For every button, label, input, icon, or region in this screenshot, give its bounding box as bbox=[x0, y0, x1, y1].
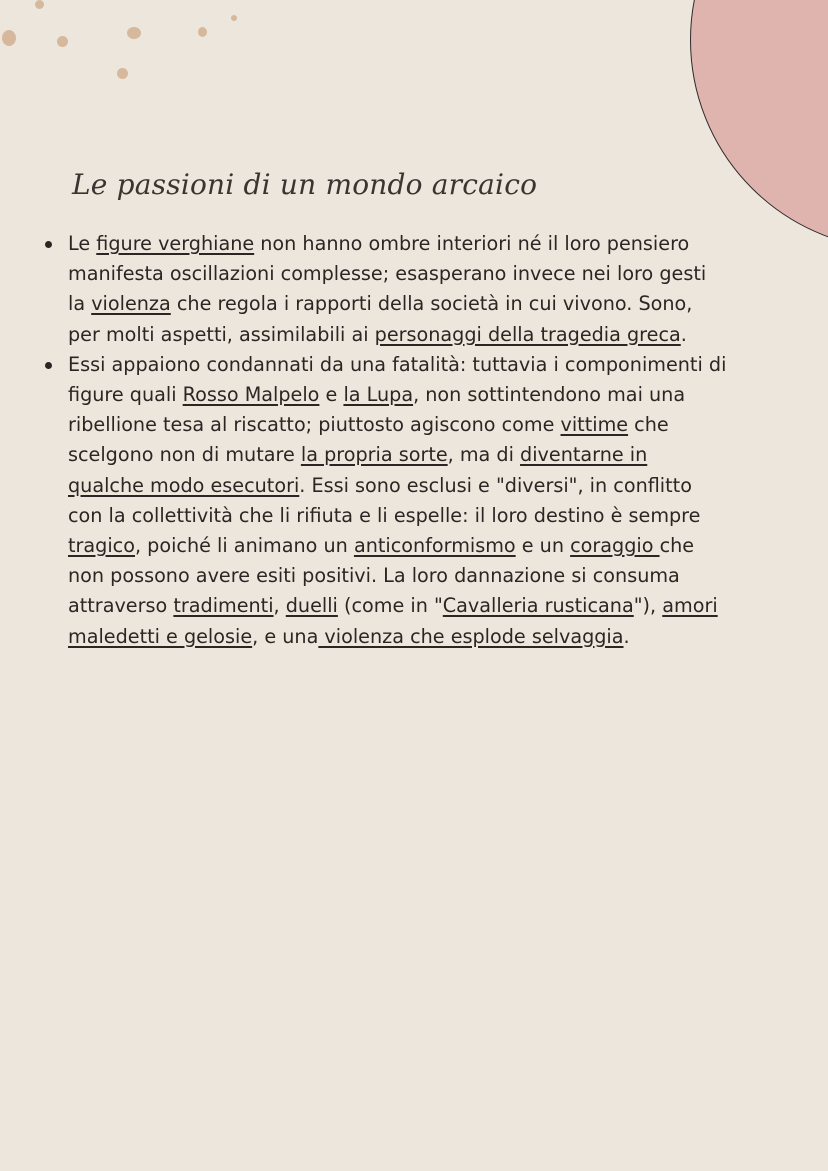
text-line bbox=[68, 503, 700, 529]
text-fragment: non hanno ombre interiori né il loro pensiero bbox=[254, 232, 690, 255]
text-line bbox=[68, 442, 647, 468]
text-fragment: la bbox=[68, 292, 92, 316]
text-line bbox=[68, 291, 692, 317]
underlined-phrase: amori bbox=[662, 594, 718, 618]
text-fragment: . bbox=[680, 322, 687, 346]
text-fragment: che bbox=[659, 533, 695, 557]
decorative-dot bbox=[117, 68, 128, 79]
text-fragment: per molti aspetti, assimilabili ai bbox=[68, 322, 375, 346]
decorative-dot bbox=[57, 36, 68, 47]
text-fragment: , poiché li animano un bbox=[134, 533, 354, 557]
underlined-phrase: qualche modo esecutori bbox=[68, 473, 300, 497]
underlined-phrase: personaggi della tragedia greca bbox=[374, 322, 681, 346]
text-line bbox=[68, 352, 726, 378]
text-fragment: attraverso bbox=[68, 594, 174, 618]
text-line bbox=[68, 533, 694, 559]
text-line bbox=[68, 231, 689, 257]
underlined-phrase: la propria sorte bbox=[300, 443, 448, 467]
text-line bbox=[68, 473, 692, 499]
underlined-phrase: violenza bbox=[91, 292, 171, 316]
underlined-phrase: figure verghiane bbox=[96, 232, 255, 255]
text-fragment: scelgono non di mutare bbox=[68, 443, 301, 467]
text-line bbox=[68, 322, 687, 348]
decorative-dot bbox=[198, 27, 207, 37]
text-fragment: Essi appaiono condannati da una fatalità: tuttavia i componimenti di bbox=[68, 352, 727, 376]
text-line bbox=[68, 261, 706, 287]
underlined-phrase: vittime bbox=[560, 413, 629, 437]
text-fragment: , ma di bbox=[447, 443, 521, 467]
text-line bbox=[68, 624, 630, 650]
text-fragment: e bbox=[319, 382, 344, 406]
underlined-phrase: duelli bbox=[285, 594, 338, 618]
underlined-phrase: Rosso Malpelo bbox=[182, 382, 320, 406]
decorative-dot bbox=[35, 0, 44, 9]
text-fragment: non possono avere esiti positivi. La loro dannazione si consuma bbox=[68, 564, 680, 588]
decorative-pink-circle bbox=[690, 0, 828, 250]
text-fragment: che regola i rapporti della società in cui vivono. Sono, bbox=[170, 292, 693, 316]
text-fragment: figure quali bbox=[68, 382, 183, 406]
text-fragment: , bbox=[273, 594, 286, 618]
text-fragment: Le bbox=[68, 232, 97, 255]
decorative-dot bbox=[127, 27, 141, 39]
underlined-phrase: tradimenti bbox=[173, 594, 274, 618]
underlined-phrase: diventarne in bbox=[520, 443, 648, 467]
text-line bbox=[68, 382, 685, 408]
text-fragment: . Essi sono esclusi e "diversi", in conflitto bbox=[299, 473, 692, 497]
text-fragment: che bbox=[628, 413, 669, 437]
underlined-phrase: anticonformismo bbox=[353, 533, 516, 557]
text-fragment: con la collettività che li rifiuta e li espelle: il loro destino è sempre bbox=[68, 503, 701, 527]
underlined-phrase: violenza che esplode selvaggia bbox=[318, 624, 624, 648]
text-line bbox=[68, 563, 680, 589]
decorative-dot bbox=[231, 15, 237, 21]
bullet-dot-icon bbox=[45, 362, 52, 369]
text-fragment: , e una bbox=[252, 624, 319, 648]
text-fragment: ribellione tesa al riscatto; piuttosto agiscono come bbox=[68, 413, 561, 437]
text-fragment: manifesta oscillazioni complesse; esasperano invece nei loro gesti bbox=[68, 262, 707, 286]
underlined-phrase: maledetti e gelosie bbox=[68, 624, 253, 648]
text-fragment: , non sottintendono mai una bbox=[413, 382, 686, 406]
text-fragment: "), bbox=[633, 594, 663, 618]
text-line bbox=[68, 593, 718, 619]
text-fragment: (come in " bbox=[337, 594, 443, 618]
text-line bbox=[68, 412, 669, 438]
decorative-dot bbox=[2, 30, 16, 46]
underlined-phrase: Cavalleria rusticana bbox=[442, 594, 634, 618]
page-title: Le passioni di un mondo arcaico bbox=[72, 168, 538, 201]
text-fragment: e un bbox=[515, 533, 571, 557]
underlined-phrase: tragico bbox=[68, 533, 135, 557]
underlined-phrase: la Lupa bbox=[343, 382, 414, 406]
underlined-phrase: coraggio bbox=[570, 533, 660, 557]
bullet-dot-icon bbox=[45, 241, 52, 248]
text-fragment: . bbox=[623, 624, 630, 648]
